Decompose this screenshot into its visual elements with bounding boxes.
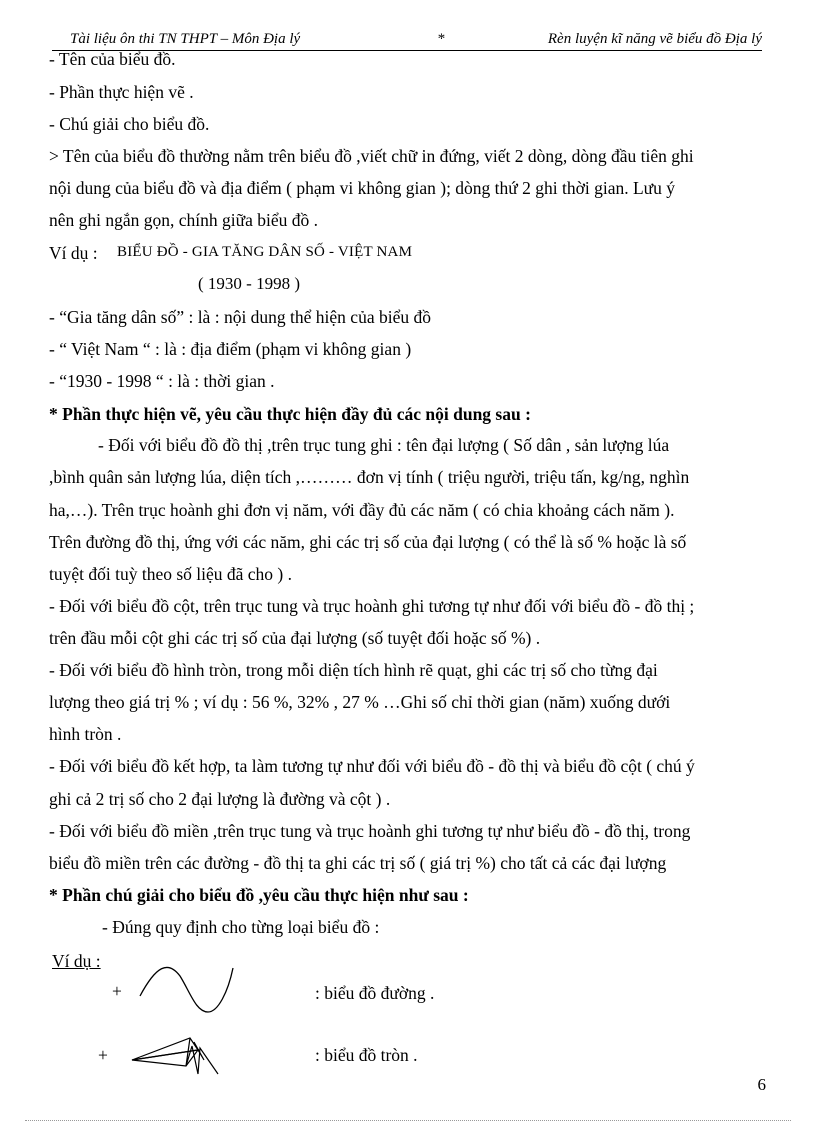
header-left: Tài liệu ôn thi TN THPT – Môn Địa lý xyxy=(70,31,301,47)
line-24: - Đối với biểu đồ miền ,trên trục tung và trục hoành ghi tương tự như biểu đồ - đồ thị, trong xyxy=(49,821,691,841)
section-heading-legend: * Phần chú giải cho biểu đồ ,yêu cầu thực hiện như sau : xyxy=(49,885,469,905)
line-23: ghi cả 2 trị số cho 2 đại lượng là đường và cột ) . xyxy=(49,789,391,809)
legend-label-line: : biểu đồ đường . xyxy=(315,983,435,1003)
example-label: Ví dụ : xyxy=(49,243,98,263)
line-13: ,bình quân sản lượng lúa, diện tích ,……… đơn vị tính ( triệu người, triệu tấn, kg/ng, nghìn xyxy=(49,467,690,487)
line-1: - Tên của biểu đồ. xyxy=(49,49,176,69)
line-9: - “ Việt Nam “ : là : địa điểm (phạm vi không gian ) xyxy=(49,339,412,359)
line-16: tuyệt đối tuỳ theo số liệu đã cho ) . xyxy=(49,564,293,584)
page-number: 6 xyxy=(757,1075,766,1094)
line-19: - Đối với biểu đồ hình tròn, trong mỗi diện tích hình rẽ quạt, ghi các trị số cho từng đại xyxy=(49,660,658,680)
line-10: - “1930 - 1998 “ : là : thời gian . xyxy=(49,371,275,391)
legend-plus-2: + xyxy=(98,1045,108,1065)
line-21: hình tròn . xyxy=(49,724,122,744)
line-25: biểu đồ miền trên các đường - đồ thị ta ghi các trị số ( giá trị %) cho tất cả các đại lượng xyxy=(49,853,667,873)
header-center: * xyxy=(437,31,445,47)
line-2: - Phần thực hiện vẽ . xyxy=(49,82,194,102)
legend-plus-1: + xyxy=(112,981,122,1001)
line-18: trên đầu mỗi cột ghi các trị số của đại lượng (số tuyệt đối hoặc số %) . xyxy=(49,628,541,648)
line-chart-symbol-icon xyxy=(138,962,238,1016)
line-3: - Chú giải cho biểu đồ. xyxy=(49,114,210,134)
line-12: - Đối với biểu đồ đồ thị ,trên trục tung ghi : tên đại lượng ( Số dân , sản lượng lúa xyxy=(98,435,670,455)
pie-chart-symbol-icon xyxy=(128,1030,228,1080)
line-4: > Tên của biểu đồ thường nằm trên biểu đồ ,viết chữ in đứng, viết 2 dòng, dòng đầu tiên ghi xyxy=(49,146,694,166)
section-heading-drawing: * Phần thực hiện vẽ, yêu cầu thực hiện đầy đủ các nội dung sau : xyxy=(49,404,531,424)
line-20: lượng theo giá trị % ; ví dụ : 56 %, 32% , 27 % …Ghi số chỉ thời gian (năm) xuống dưới xyxy=(49,692,671,712)
line-14: ha,…). Trên trục hoành ghi đơn vị năm, với đầy đủ các năm ( có chia khoảng cách năm ). xyxy=(49,500,675,520)
line-8: - “Gia tăng dân số” : là : nội dung thể hiện của biểu đồ xyxy=(49,307,431,327)
legend-label-pie: : biểu đồ tròn . xyxy=(315,1045,418,1065)
line-15: Trên đường đồ thị, ứng với các năm, ghi các trị số của đại lượng ( có thể là số % hoặc là số xyxy=(49,532,687,552)
line-27: - Đúng quy định cho từng loại biểu đồ : xyxy=(102,917,380,937)
line-6: nên ghi ngắn gọn, chính giữa biểu đồ . xyxy=(49,210,319,230)
line-5: nội dung của biểu đồ và địa điểm ( phạm vi không gian ); dòng thứ 2 ghi thời gian. Lưu ý xyxy=(49,178,676,198)
legend-example-heading: Ví dụ : xyxy=(52,951,101,971)
line-17: - Đối với biểu đồ cột, trên trục tung và trục hoành ghi tương tự như đối với biểu đồ - đồ thị ; xyxy=(49,596,695,616)
page-bottom-divider xyxy=(25,1120,791,1121)
header-right: Rèn luyện kĩ năng vẽ biểu đồ Địa lý xyxy=(547,31,762,47)
example-chart-years: ( 1930 - 1998 ) xyxy=(198,274,300,293)
line-22: - Đối với biểu đồ kết hợp, ta làm tương tự như đối với biểu đồ - đồ thị và biểu đồ cột ( chú ý xyxy=(49,756,695,776)
example-chart-title: BIỂU ĐỒ - GIA TĂNG DÂN SỐ - VIỆT NAM xyxy=(117,244,413,260)
